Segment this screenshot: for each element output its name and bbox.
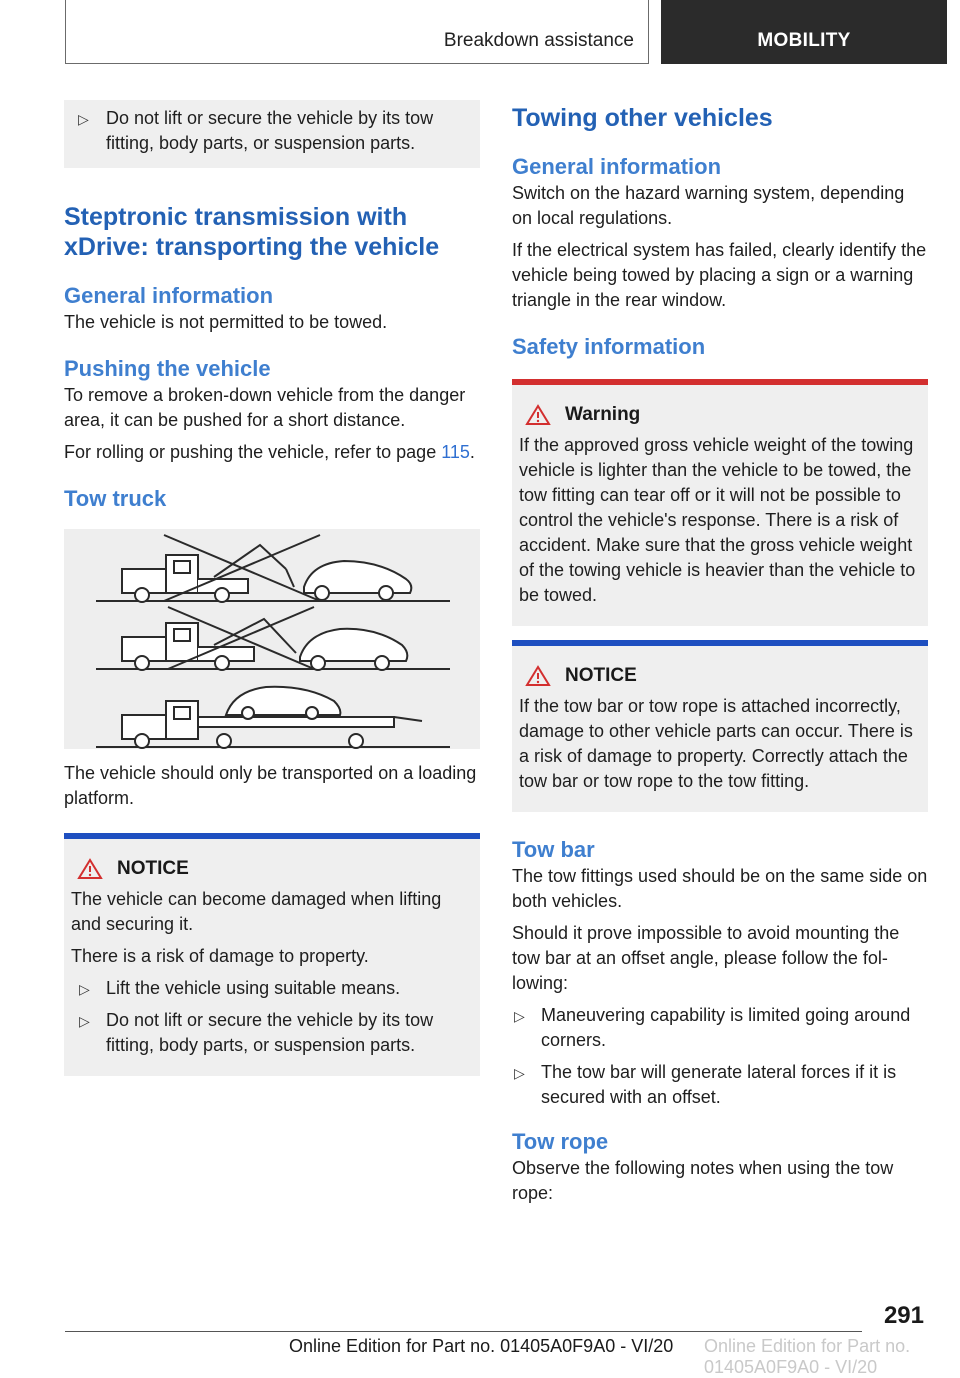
section-heading-towing: Towing other vehicles xyxy=(512,104,773,132)
page-link[interactable]: 115 xyxy=(441,442,470,462)
list-item: ▷ The tow bar will generate lateral forces if it is secured with an offset. xyxy=(514,1062,897,1107)
warning-triangle-icon xyxy=(525,665,551,687)
footer-edition: Online Edition for Part no. 01405A0F9A0 - VI/20 xyxy=(289,1336,674,1356)
warning-title: Warning xyxy=(565,404,641,425)
list-item: ▷ Lift the vehicle using suitable means. xyxy=(71,976,472,1001)
subheading-tow-rope: Tow rope xyxy=(512,1129,609,1154)
tow-truck-illustration xyxy=(64,529,480,749)
chapter-title: MOBILITY xyxy=(757,30,851,51)
page-number: 291 xyxy=(883,1302,924,1329)
tow-truck-drawing xyxy=(64,529,480,749)
paragraph: To remove a broken-down vehicle from the danger area, it can be pushed for a short distance. xyxy=(64,385,466,430)
triangle-right-icon: ▷ xyxy=(514,1065,525,1081)
subheading-pushing: Pushing the vehicle xyxy=(64,356,271,381)
triangle-right-icon: ▷ xyxy=(514,1008,525,1024)
footer-divider xyxy=(65,1331,862,1332)
figure-caption: The vehicle should only be transported on a loading platform. xyxy=(64,763,477,808)
header-section-tab xyxy=(65,0,649,64)
section-title: Breakdown assistance xyxy=(443,30,634,51)
warning-text: If the approved gross vehicle weight of the towing vehicle is lighter than the vehicle to be towed, the tow fitting can tear off or it will not be possible to control the vehicle's response. There is a risk of accident. Make sure that the gross vehicle weight of the towing vehicle is heavier than the vehicle to be towed. xyxy=(519,435,916,605)
subheading-safety: Safety information xyxy=(512,334,706,359)
triangle-right-icon: ▷ xyxy=(79,981,90,997)
right-column xyxy=(512,103,928,1213)
notice-title: NOTICE xyxy=(565,665,637,686)
list-item: ▷ Maneuvering capability is limited going around corners. xyxy=(514,1005,911,1050)
paragraph: The vehicle is not permitted to be towed. xyxy=(64,312,388,332)
triangle-right-icon: ▷ xyxy=(79,1013,90,1029)
notice-box-left xyxy=(64,833,480,1076)
list-item: ▷ Do not lift or secure the vehicle by its tow fitting, body parts, or suspension parts. xyxy=(79,1010,434,1055)
left-column xyxy=(64,100,480,1076)
notice-title: NOTICE xyxy=(117,858,189,879)
notice-box-right xyxy=(512,640,928,812)
paragraph: Switch on the hazard warning system, depending on local regulations. xyxy=(512,183,905,228)
list-item: ▷ Do not lift or secure the vehicle by its tow fitting, body parts, or suspension parts. xyxy=(78,108,434,153)
continued-bullet-box xyxy=(64,100,480,168)
notice-text: The vehicle can become damaged when lifting and securing it. xyxy=(71,889,442,934)
paragraph: If the electrical system has failed, clearly identify the vehicle being towed by placing a sign or a warning triangle in the rear window. xyxy=(512,240,927,310)
warning-triangle-icon xyxy=(77,858,103,880)
notice-text: If the tow bar or tow rope is attached incorrectly, damage to other vehicle parts can occur. There is a risk of damage to property. Correctly attach the tow bar or tow rope to the tow fitting. xyxy=(519,696,913,791)
paragraph: Observe the following notes when using the tow rope: xyxy=(512,1158,894,1203)
triangle-right-icon: ▷ xyxy=(78,111,89,127)
section-heading-steptronic: Steptronic transmission with xDrive: transporting the vehicle xyxy=(64,203,440,261)
warning-triangle-icon xyxy=(525,404,551,426)
paragraph: The tow fittings used should be on the same side on both vehicles. xyxy=(512,866,928,911)
subheading-general-information: General information xyxy=(64,283,274,308)
subheading-general-information: General information xyxy=(512,154,722,179)
paragraph: For rolling or pushing the vehicle, refer to page 115. xyxy=(64,442,475,462)
warning-box xyxy=(512,379,928,626)
watermark: Online Edition for Part no. 01405A0F9A0 - VI/20 xyxy=(704,1336,911,1377)
paragraph: Should it prove impossible to avoid mounting the tow bar at an offset angle, please follow the following: xyxy=(512,923,900,993)
notice-text: There is a risk of damage to property. xyxy=(71,946,369,966)
header-chapter-tab xyxy=(661,0,947,64)
subheading-tow-bar: Tow bar xyxy=(512,837,595,862)
subheading-tow-truck: Tow truck xyxy=(64,486,167,511)
